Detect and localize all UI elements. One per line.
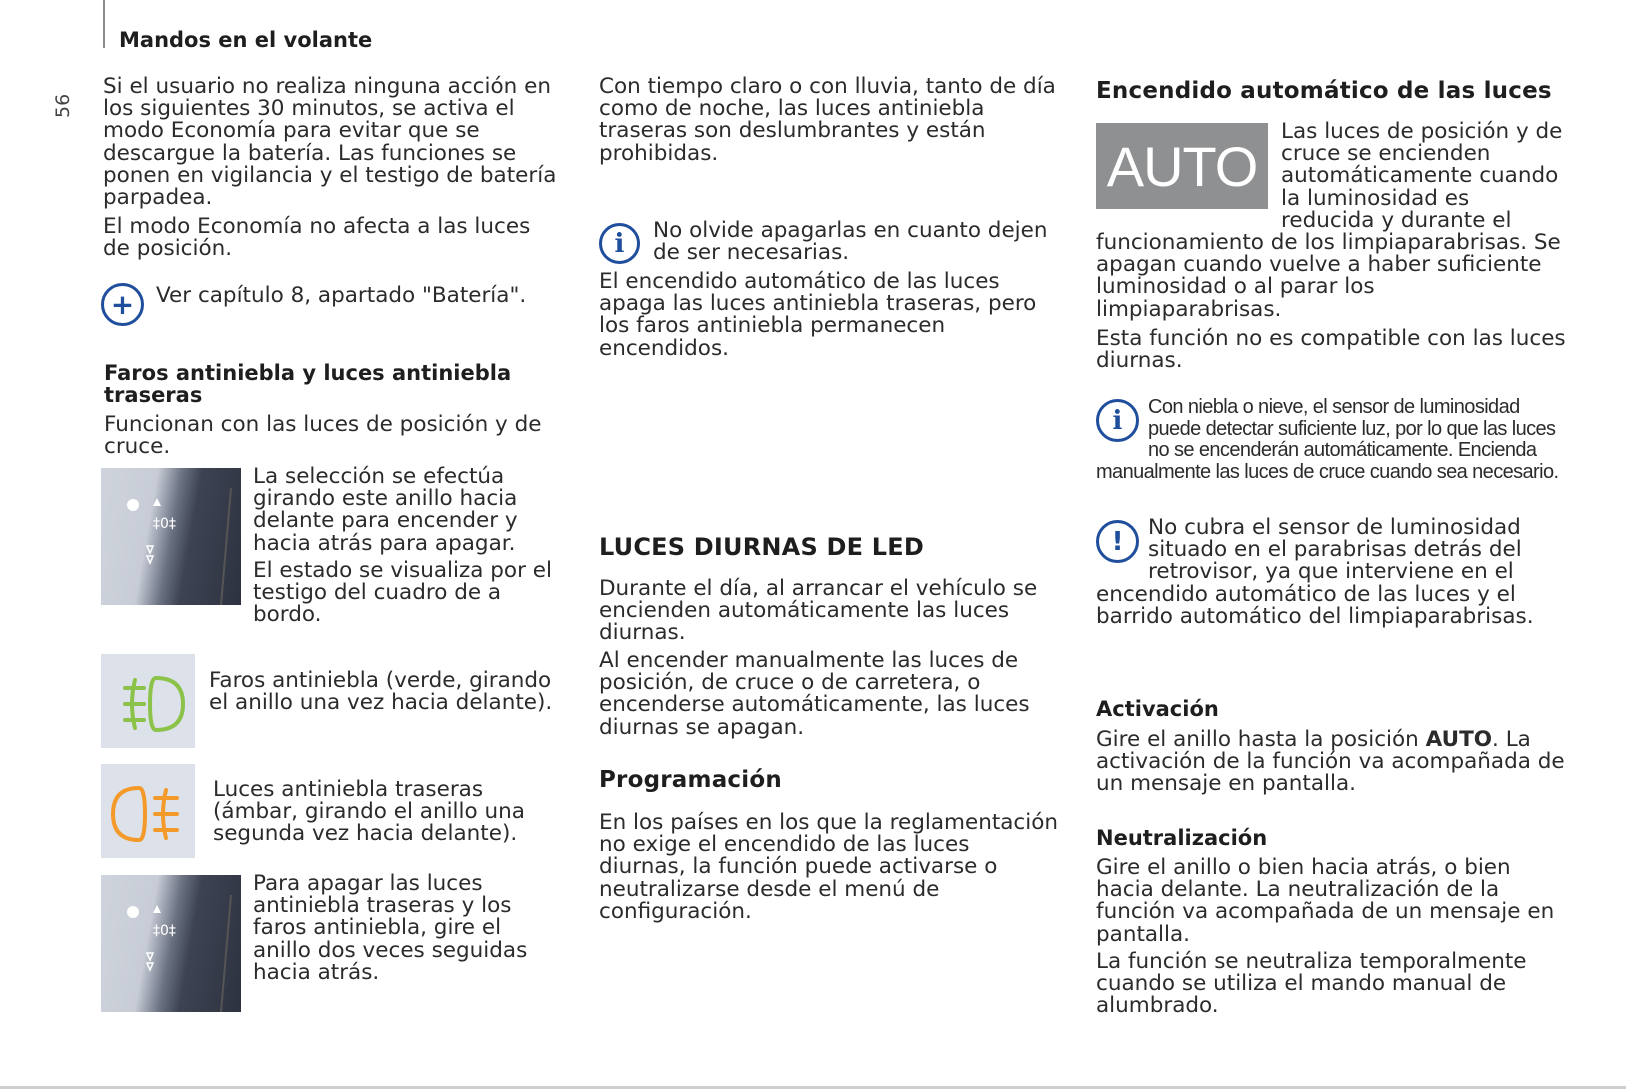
- stalk-image: [101, 875, 241, 1012]
- paragraph-status: El estado se visualiza por el testigo del cuadro de a bordo.: [253, 558, 552, 628]
- paragraph-fog-intro: Funcionan con las luces de posición y de cruce.: [104, 412, 542, 460]
- paragraph-activation: [1096, 729, 1566, 796]
- paragraph-economy-mode: Si el usuario no realiza ninguna acción en los siguientes 30 minutos, se activa el modo Economía para evitar que se descargue la batería. Las funciones se ponen en vigilancia y el testigo de batería parpadea.: [103, 74, 557, 211]
- info-switch-off-note: No olvide apagarlas en cuanto dejen de ser necesarias.: [653, 218, 1048, 266]
- section-heading-fog: Faros antiniebla y luces antiniebla traseras: [104, 361, 512, 407]
- front-fog-lamp-drawing: [101, 654, 195, 748]
- section-heading-neutralization: Neutralización: [1096, 826, 1268, 850]
- paragraph-neutralization-temporary: La función se neutraliza temporalmente cuando se utiliza el mando manual de alumbrado.: [1096, 949, 1527, 1019]
- paragraph-led-day: Durante el día, al arrancar el vehículo se encienden automáticamente las luces diurnas.: [599, 576, 1038, 646]
- stalk-image-drawing: [101, 875, 241, 1012]
- paragraph-economy-position: El modo Economía no afecta a las luces de posición.: [103, 214, 531, 262]
- warning-icon-spacer: [1096, 517, 1148, 579]
- page-number: 56: [52, 93, 74, 118]
- svg-text:‡0‡: ‡0‡: [153, 516, 176, 532]
- stalk-image: [101, 468, 241, 605]
- warning-sensor-note: [1096, 517, 1566, 628]
- info-fog-snow-note: [1096, 397, 1566, 483]
- warning-sensor-text: No cubra el sensor de luminosidad situado en el parabrisas detrás del retrovisor, ya que interviene en el encendido automático de las luces y el barrido automático del limpiaparabrisas.: [1096, 515, 1534, 629]
- front-fog-lamp-icon: [101, 654, 195, 748]
- info-icon: i: [599, 223, 640, 264]
- svg-text:‡0‡: ‡0‡: [153, 923, 176, 939]
- auto-icon-spacer: [1096, 121, 1281, 229]
- stalk-image-drawing: [101, 468, 241, 605]
- paragraph-glare: Con tiempo claro o con lluvia, tanto de día como de noche, las luces antiniebla traseras son deslumbrantes y están prohibidas.: [599, 74, 1056, 166]
- info-icon-spacer: [1096, 397, 1148, 459]
- paragraph-auto-lights-text: Las luces de posición y de cruce se encienden automáticamente cuando la luminosidad es reducida y durante el funcionamiento de los limpiaparabrisas. Se apagan cuando vuelve a haber suficiente luminosidad o al parar los limpiaparabrisas.: [1096, 119, 1563, 322]
- paragraph-led-off: Al encender manualmente las luces de posición, de cruce o de carretera, o encenderse automáticamente, las luces diurnas se apagan.: [599, 648, 1030, 740]
- see-chapter-text: Ver capítulo 8, apartado "Batería".: [156, 283, 527, 308]
- paragraph-auto-lights: [1096, 121, 1566, 321]
- header-rule: [103, 0, 105, 48]
- paragraph-not-compatible: Esta función no es compatible con las luces diurnas.: [1096, 326, 1566, 374]
- warning-icon: !: [1096, 520, 1139, 563]
- plus-icon: +: [101, 283, 144, 326]
- auto-icon: AUTO: [1096, 123, 1268, 209]
- rear-fog-lamp-drawing: [101, 764, 195, 858]
- rear-fog-lamp-icon: [101, 764, 195, 858]
- info-fog-snow-text: Con niebla o nieve, el sensor de luminosidad puede detectar suficiente luz, por lo que las luces no se encenderán automáticamente. Encienda manualmente las luces de cruce cuando sea necesario.: [1096, 396, 1559, 483]
- paragraph-switch-off: Para apagar las luces antiniebla traseras y los faros antiniebla, gire el anillo dos veces seguidas hacia atrás.: [253, 871, 528, 985]
- paragraph-selection: La selección se efectúa girando este anillo hacia delante para encender y hacia atrás para apagar.: [253, 464, 518, 556]
- activation-text-2: . La activación de la función va acompañada de un mensaje en pantalla.: [1096, 727, 1565, 797]
- paragraph-rear-fog: Luces antiniebla traseras (ámbar, girando el anillo una segunda vez hacia delante).: [213, 777, 525, 847]
- paragraph-auto-rear-fog: El encendido automático de las luces apaga las luces antiniebla traseras, pero los faros antiniebla permanecen encendidos.: [599, 269, 1037, 361]
- paragraph-programming: En los países en los que la reglamentación no exige el encendido de las luces diurnas, la función puede activarse o neutralizarse desde el menú de configuración.: [599, 810, 1059, 924]
- info-icon: i: [1096, 399, 1139, 442]
- page-bottom-edge: [0, 1086, 1626, 1089]
- paragraph-neutralization: Gire el anillo o bien hacia atrás, o bien hacia delante. La neutralización de la función va acompañada de un mensaje en pantalla.: [1096, 855, 1555, 947]
- section-heading-auto-lights: Encendido automático de las luces: [1096, 78, 1552, 104]
- section-heading-led: LUCES DIURNAS DE LED: [599, 533, 924, 561]
- activation-text-1: Gire el anillo hasta la posición: [1096, 727, 1419, 752]
- section-heading-programming: Programación: [599, 767, 782, 793]
- paragraph-front-fog: Faros antiniebla (verde, girando el anillo una vez hacia delante).: [209, 668, 553, 716]
- section-heading-activation: Activación: [1096, 697, 1219, 721]
- activation-auto-bold: AUTO: [1425, 727, 1493, 752]
- page-header: Mandos en el volante: [119, 28, 373, 52]
